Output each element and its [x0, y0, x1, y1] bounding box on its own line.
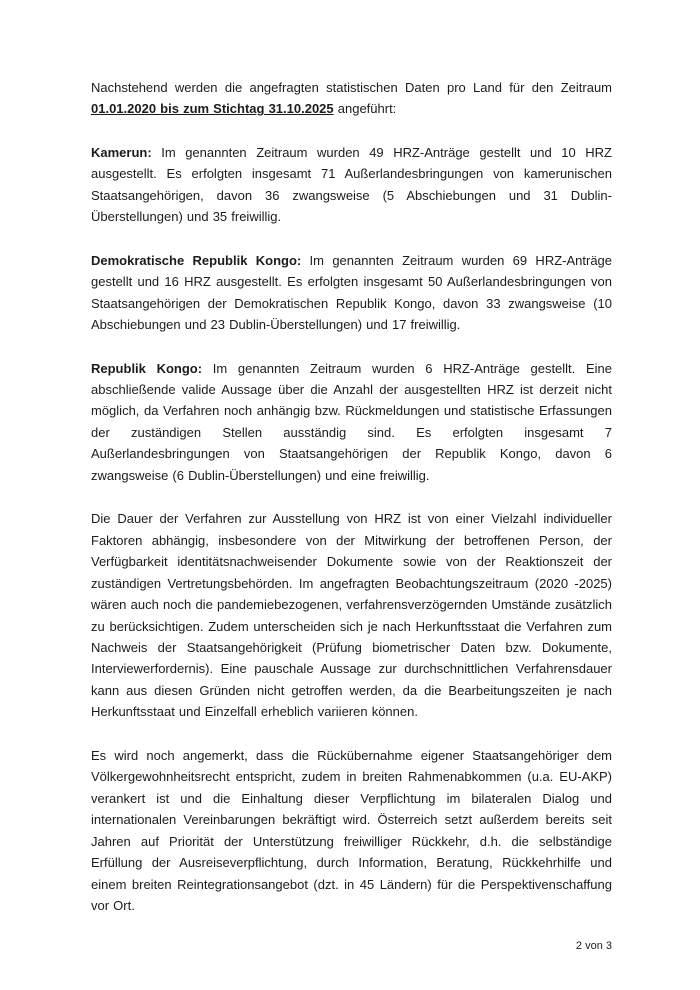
readmission-remark-paragraph — [91, 745, 612, 917]
country-text-kamerun: Im genannten Zeitraum wurden 49 HRZ-Anträge gestellt und 10 HRZ ausgestellt. Es erfolgten insgesamt 71 Außerlandesbringungen von kamerunischen Staatsangehörigen, davon 36 zwangsweise (5 Abschiebungen und 31 Dublin-Überstellungen) und 35 freiwillig. — [91, 144, 612, 225]
document-body — [91, 77, 612, 938]
country-paragraph-republik-kongo — [91, 358, 612, 487]
country-lead-dr-kongo: Demokratische Republik Kongo: — [91, 252, 302, 268]
country-lead-republik-kongo: Republik Kongo: — [91, 360, 203, 376]
country-paragraph-kamerun — [91, 142, 612, 228]
procedure-duration-paragraph — [91, 508, 612, 723]
intro-text-pre: Nachstehend werden die angefragten statistischen Daten pro Land für den Zeitraum — [91, 80, 612, 95]
country-text-republik-kongo: Im genannten Zeitraum wurden 6 HRZ-Anträge gestellt. Eine abschließende valide Aussage über die Anzahl der ausgestellten HRZ ist derzeit nicht möglich, da Verfahren noch anhängig bzw. Rückmeldungen und statistische Erfassungen der zuständigen Stellen ausständig sind. Es erfolgten insgesamt 7 Außerlandesbringungen von Staatsangehörigen der Republik Kongo, davon 6 zwangsweise (6 Dublin-Überstellungen) und eine freiwillig. — [91, 360, 612, 483]
page-number: 2 von 3 — [575, 940, 612, 952]
intro-paragraph — [91, 77, 612, 120]
country-lead-kamerun: Kamerun: — [91, 144, 152, 160]
readmission-remark-text: Es wird noch angemerkt, dass die Rückübernahme eigener Staatsangehöriger dem Völkergewohnheitsrecht entspricht, zudem in breiten Rahmenabkommen (u.a. EU-AKP) verankert ist und die Einhaltung dieser Verpflichtung im bilateralen Dialog und internationalen Vereinbarungen bekräftigt wird. Österreich setzt außerdem bereits seit Jahren auf Priorität der Unterstützung freiwilliger Rückkehr, d.h. die selbständige Erfüllung der Ausreiseverpflichtung, durch Information, Beratung, Rückkehrhilfe und einem breiten Reintegrationsangebot (dzt. in 45 Ländern) für die Perspektivenschaffung vor Ort. — [91, 747, 612, 913]
country-text-dr-kongo: Im genannten Zeitraum wurden 69 HRZ-Anträge gestellt und 16 HRZ ausgestellt. Es erfolgten insgesamt 50 Außerlandesbringungen von Staatsangehörigen der Demokratischen Republik Kongo, davon 33 zwangsweise (10 Abschiebungen und 23 Dublin-Überstellungen) und 17 freiwillig. — [91, 252, 613, 333]
intro-text-post: angeführt: — [333, 101, 397, 117]
reporting-period-emphasis: 01.01.2020 bis zum Stichtag 31.10.2025 — [91, 101, 334, 117]
country-paragraph-dr-kongo — [91, 250, 612, 336]
procedure-duration-text: Die Dauer der Verfahren zur Ausstellung von HRZ ist von einer Vielzahl individueller Faktoren abhängig, insbesondere von der Mitwirkung der betroffenen Person, der Verfügbarkeit identitätsnachweisender Dokumente sowie von der Reaktionszeit der zuständigen Vertretungsbehörden. Im angefragten Beobachtungszeitraum (2020 -2025) wären auch noch die pandemiebezogenen, verfahrensverzögernden Umstände zusätzlich zu berücksichtigen. Zudem unterscheiden sich je nach Herkunftsstaat die Verfahren zum Nachweis der Staatsangehörigkeit (Prüfung biometrischer Daten bzw. Dokumente, Interviewerfordernis). Eine pauschale Aussage zur durchschnittlichen Verfahrensdauer kann aus diesen Gründen nicht getroffen werden, da die Bearbeitungszeiten je nach Herkunftsstaat und Einzelfall erheblich variieren können. — [91, 511, 612, 720]
